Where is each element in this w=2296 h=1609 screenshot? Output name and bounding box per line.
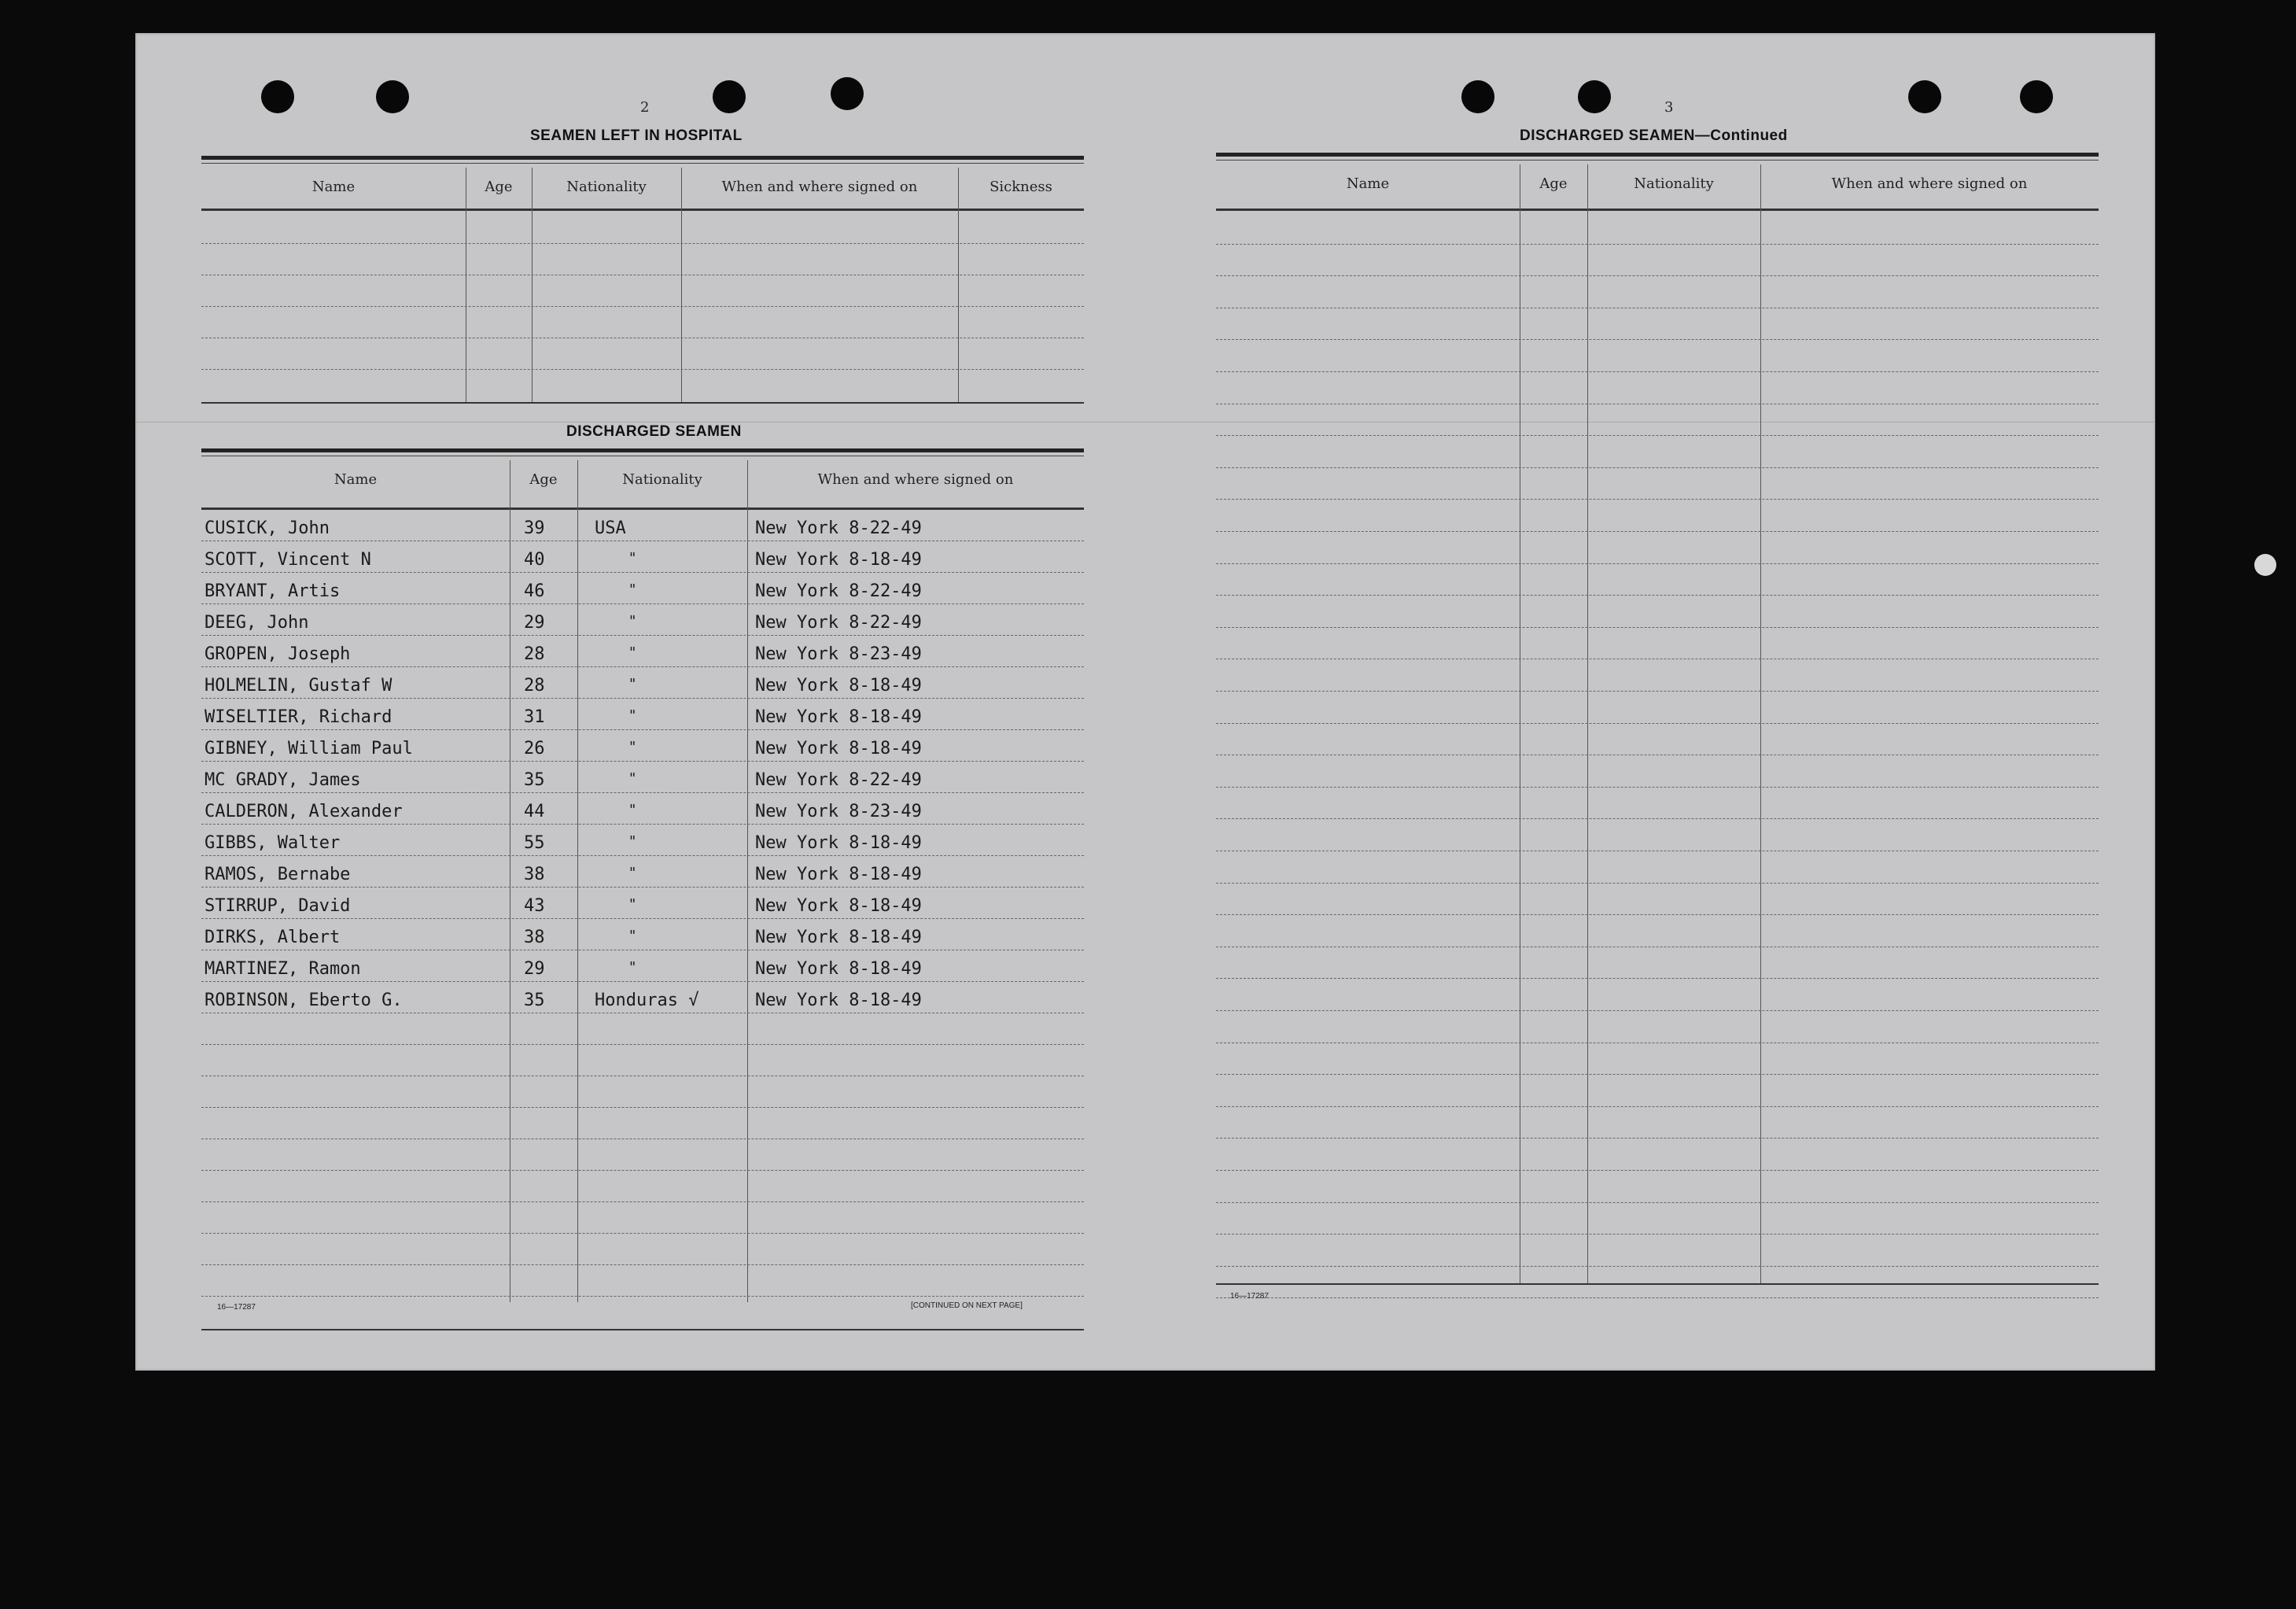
hospital-header-signed-on: When and where signed on — [721, 179, 918, 195]
row-line — [1216, 499, 2099, 500]
seaman-age: 28 — [524, 644, 545, 664]
seaman-name: MARTINEZ, Ramon — [205, 959, 361, 979]
row-line — [1216, 371, 2099, 372]
seaman-signed-on: New York 8-18-49 — [755, 991, 922, 1010]
seaman-age: 44 — [524, 802, 545, 821]
continued-section-title: DISCHARGED SEAMEN—Continued — [1520, 127, 1788, 144]
row-line — [1216, 1170, 2099, 1171]
seaman-name: ROBINSON, Eberto G. — [205, 991, 403, 1010]
seaman-signed-on: New York 8-18-49 — [755, 550, 922, 570]
seaman-nationality: " — [629, 707, 636, 724]
punch-hole — [261, 80, 294, 113]
row-line — [1216, 723, 2099, 724]
seaman-signed-on: New York 8-22-49 — [755, 770, 922, 790]
row-line — [1216, 691, 2099, 692]
page-number-right: 3 — [1664, 99, 1674, 116]
seaman-nationality: USA — [595, 518, 626, 538]
hospital-section-title: SEAMEN LEFT IN HOSPITAL — [530, 127, 743, 144]
punch-hole — [1908, 80, 1941, 113]
row-line — [1216, 531, 2099, 532]
seaman-name: WISELTIER, Richard — [205, 707, 392, 727]
seaman-nationality: " — [629, 739, 636, 755]
seaman-nationality: Honduras √ — [595, 991, 699, 1010]
row-line — [201, 1107, 1084, 1108]
seaman-age: 35 — [524, 991, 545, 1010]
row-line — [1216, 563, 2099, 564]
seaman-name: CUSICK, John — [205, 518, 330, 538]
row-line — [1216, 978, 2099, 979]
continued-header-age: Age — [1539, 175, 1568, 192]
row-line — [1216, 818, 2099, 819]
seaman-signed-on: New York 8-18-49 — [755, 676, 922, 696]
seaman-age: 29 — [524, 959, 545, 979]
seaman-name: DIRKS, Albert — [205, 928, 341, 947]
discharged-header-age: Age — [529, 471, 558, 488]
discharged-header-signed-on: When and where signed on — [817, 471, 1014, 488]
punch-hole — [1461, 80, 1494, 113]
continued-header-nationality: Nationality — [1634, 175, 1714, 192]
table-row — [201, 550, 1084, 581]
hospital-header-name: Name — [311, 179, 356, 195]
seaman-age: 43 — [524, 896, 545, 916]
row-line — [1216, 1010, 2099, 1011]
row-line — [201, 1264, 1084, 1265]
punch-hole — [1578, 80, 1611, 113]
discharged-header-name: Name — [334, 471, 378, 488]
row-line — [201, 1170, 1084, 1171]
row-line — [1216, 435, 2099, 436]
seaman-age: 26 — [524, 739, 545, 758]
row-line — [201, 1044, 1084, 1045]
seaman-signed-on: New York 8-23-49 — [755, 644, 922, 664]
page-number-left: 2 — [640, 99, 650, 116]
row-line — [1216, 244, 2099, 245]
row-line — [1216, 1297, 2099, 1298]
seaman-signed-on: New York 8-22-49 — [755, 613, 922, 633]
punch-hole — [831, 77, 864, 110]
seaman-name: GROPEN, Joseph — [205, 644, 351, 664]
seaman-name: SCOTT, Vincent N — [205, 550, 371, 570]
seaman-signed-on: New York 8-22-49 — [755, 518, 922, 538]
table-row — [201, 739, 1084, 770]
seaman-nationality: " — [629, 581, 636, 598]
seaman-signed-on: New York 8-23-49 — [755, 802, 922, 821]
seaman-nationality: " — [629, 613, 636, 629]
seaman-name: STIRRUP, David — [205, 896, 351, 916]
hospital-header-age: Age — [485, 179, 513, 195]
continued-table — [1216, 153, 2099, 1321]
row-line — [1216, 1202, 2099, 1203]
seaman-name: HOLMELIN, Gustaf W — [205, 676, 392, 696]
seaman-age: 46 — [524, 581, 545, 601]
seaman-signed-on: New York 8-18-49 — [755, 928, 922, 947]
table-row — [201, 613, 1084, 644]
row-line — [1216, 339, 2099, 340]
continued-header-signed-on: When and where signed on — [1831, 175, 2028, 192]
seaman-age: 35 — [524, 770, 545, 790]
row-line — [1216, 883, 2099, 884]
row-line — [1216, 275, 2099, 276]
table-row — [201, 991, 1084, 1022]
seaman-name: RAMOS, Bernabe — [205, 865, 351, 884]
seaman-age: 29 — [524, 613, 545, 633]
seaman-name: BRYANT, Artis — [205, 581, 341, 601]
seaman-nationality: " — [629, 550, 636, 566]
seaman-nationality: " — [629, 833, 636, 850]
seaman-nationality: " — [629, 896, 636, 913]
seaman-signed-on: New York 8-18-49 — [755, 707, 922, 727]
seaman-signed-on: New York 8-18-49 — [755, 833, 922, 853]
table-row — [201, 959, 1084, 991]
seaman-name: MC GRADY, James — [205, 770, 361, 790]
seaman-name: GIBNEY, William Paul — [205, 739, 413, 758]
row-line — [1216, 787, 2099, 788]
table-row — [201, 770, 1084, 802]
seaman-nationality: " — [629, 770, 636, 787]
discharged-header-nationality: Nationality — [622, 471, 702, 488]
scan-speck — [2254, 554, 2276, 576]
row-line — [1216, 467, 2099, 468]
table-row — [201, 676, 1084, 707]
seaman-age: 31 — [524, 707, 545, 727]
discharged-section-title: DISCHARGED SEAMEN — [566, 423, 742, 440]
seaman-age: 39 — [524, 518, 545, 538]
seaman-nationality: " — [629, 644, 636, 661]
table-row — [201, 928, 1084, 959]
seaman-nationality: " — [629, 676, 636, 692]
hospital-header-nationality: Nationality — [566, 179, 647, 195]
seaman-signed-on: New York 8-18-49 — [755, 959, 922, 979]
punch-hole — [2020, 80, 2053, 113]
table-row — [201, 802, 1084, 833]
row-line — [201, 1138, 1084, 1139]
punch-hole — [376, 80, 409, 113]
form-number-right: 16—17287 — [1230, 1292, 1269, 1301]
hospital-table — [201, 156, 1084, 438]
seaman-nationality: " — [629, 928, 636, 944]
continued-note: [CONTINUED ON NEXT PAGE] — [911, 1301, 1023, 1310]
table-row — [201, 644, 1084, 676]
seaman-nationality: " — [629, 865, 636, 881]
table-row — [201, 518, 1084, 550]
table-row — [201, 707, 1084, 739]
row-line — [201, 1296, 1084, 1297]
row-line — [1216, 627, 2099, 628]
continued-header-name: Name — [1346, 175, 1390, 192]
row-line — [201, 1201, 1084, 1202]
row-line — [1216, 1074, 2099, 1075]
seaman-name: DEEG, John — [205, 613, 309, 633]
table-row — [201, 833, 1084, 865]
row-line — [201, 1233, 1084, 1234]
table-row — [201, 865, 1084, 896]
punch-hole — [713, 80, 746, 113]
table-row — [201, 581, 1084, 613]
seaman-age: 38 — [524, 865, 545, 884]
row-line — [1216, 1266, 2099, 1267]
seaman-signed-on: New York 8-18-49 — [755, 865, 922, 884]
document-sheet — [135, 33, 2155, 1371]
seaman-name: GIBBS, Walter — [205, 833, 341, 853]
row-line — [1216, 595, 2099, 596]
form-number-left: 16—17287 — [217, 1303, 256, 1312]
discharged-table — [201, 448, 1084, 1335]
seaman-signed-on: New York 8-18-49 — [755, 896, 922, 916]
row-line — [1216, 914, 2099, 915]
seaman-age: 55 — [524, 833, 545, 853]
seaman-name: CALDERON, Alexander — [205, 802, 403, 821]
table-row — [201, 896, 1084, 928]
seaman-age: 40 — [524, 550, 545, 570]
row-line — [1216, 1106, 2099, 1107]
seaman-nationality: " — [629, 959, 636, 976]
seaman-nationality: " — [629, 802, 636, 818]
seaman-age: 38 — [524, 928, 545, 947]
hospital-header-sickness: Sickness — [990, 179, 1052, 195]
seaman-signed-on: New York 8-18-49 — [755, 739, 922, 758]
seaman-age: 28 — [524, 676, 545, 696]
seaman-signed-on: New York 8-22-49 — [755, 581, 922, 601]
